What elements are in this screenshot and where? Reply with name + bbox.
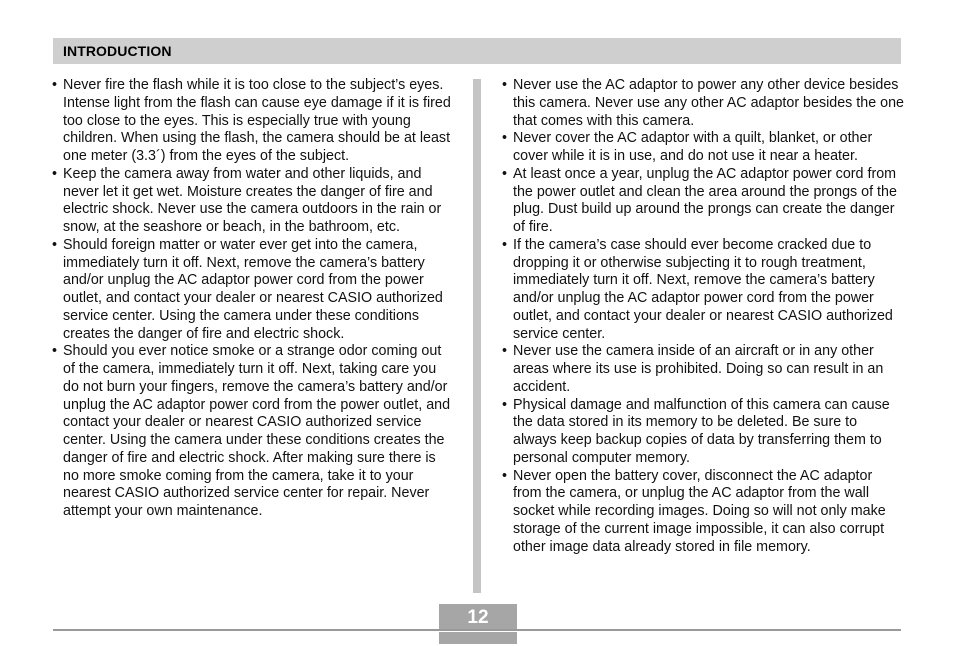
list-item [502, 77, 904, 130]
list-item [52, 77, 454, 166]
list-item [502, 130, 904, 166]
list-item [502, 237, 904, 344]
list-item [52, 166, 454, 237]
section-title: INTRODUCTION [63, 43, 172, 59]
list-item-text: At least once a year, unplug the AC adaptor power cord from the power outlet and clean the area around the prongs of the plug. Dust build up around the prongs can create the danger of fire. [513, 165, 897, 235]
left-column-list [52, 77, 454, 521]
list-item-text: Keep the camera away from water and other liquids, and never let it get wet. Moisture creates the danger of fire and electric shock. Never use the camera outdoors in the rain or snow, at the seashore or beach, in the bathroom, etc. [63, 165, 442, 235]
list-item [502, 166, 904, 237]
bullet-icon: • [52, 343, 58, 360]
page-number: 12 [439, 604, 517, 629]
list-item-text: If the camera’s case should ever become cracked due to dropping it or otherwise subjecting it to rough treatment, immediately turn it off. Next, remove the camera’s battery and/or unplug the AC adaptor power cord from the power outlet, and contact your dealer or nearest CASIO authorized service center. [513, 236, 893, 342]
column-divider [473, 79, 481, 593]
list-item-text: Never cover the AC adaptor with a quilt, blanket, or other cover while it is in use, and do not use it near a heater. [513, 130, 873, 164]
list-item-text: Never use the camera inside of an aircraft or in any other areas where its use is prohibited. Doing so can result in an accident. [513, 343, 884, 395]
list-item-text: Should foreign matter or water ever get into the camera, immediately turn it off. Next, remove the camera’s battery and/or unplug the AC adaptor power cord from the power outlet, and contact your dealer or nearest CASIO authorized service center. Using the camera under these conditions creates the danger of fire and electric shock. [63, 236, 443, 342]
right-column-list [502, 77, 904, 556]
list-item [52, 237, 454, 344]
bullet-icon: • [52, 77, 58, 93]
list-item-text: Should you ever notice smoke or a strange odor coming out of the camera, immediately turn it off. Next, taking care you do not burn your fingers, remove the camera’s battery and/or unplug the AC adaptor power cord from the power outlet, and contact your dealer or nearest CASIO authorized service center. Using the camera under these conditions creates the danger of fire and electric shock. After making sure there is no more smoke coming from the camera, take it to your nearest CASIO authorized service center for repair. Never attempt your own maintenance. [63, 343, 451, 519]
bullet-icon: • [502, 467, 508, 484]
list-item-text: Never open the battery cover, disconnect the AC adaptor from the camera, or unplug the AC adaptor from the wall socket while recording images. Doing so will not only make storage of the current image impossible, it can also corrupt other image data already stored in file memory. [513, 467, 886, 555]
bullet-icon: • [502, 77, 508, 93]
list-item [502, 397, 904, 468]
bullet-icon: • [502, 343, 508, 360]
bullet-icon: • [502, 396, 508, 413]
bullet-icon: • [502, 165, 508, 182]
bullet-icon: • [502, 236, 508, 253]
bullet-icon: • [52, 165, 58, 182]
section-header-bar [53, 38, 901, 64]
list-item-text: Never fire the flash while it is too close to the subject’s eyes. Intense light from the flash can cause eye damage if it is fired too close to the eyes. This is especially true with young children. When using the flash, the camera should be at least one meter (3.3´) from the eyes of the subject. [63, 77, 451, 164]
list-item [502, 343, 904, 396]
list-item [52, 343, 454, 521]
bullet-icon: • [52, 236, 58, 253]
page-number-tab [439, 632, 517, 644]
footer-rule [53, 629, 901, 631]
list-item [502, 468, 904, 557]
list-item-text: Physical damage and malfunction of this camera can cause the data stored in its memory to be deleted. Be sure to always keep backup copies of data by transferring them to personal computer memory. [513, 396, 890, 466]
bullet-icon: • [502, 130, 508, 147]
list-item-text: Never use the AC adaptor to power any other device besides this camera. Never use any other AC adaptor besides the one that comes with this camera. [513, 77, 905, 129]
